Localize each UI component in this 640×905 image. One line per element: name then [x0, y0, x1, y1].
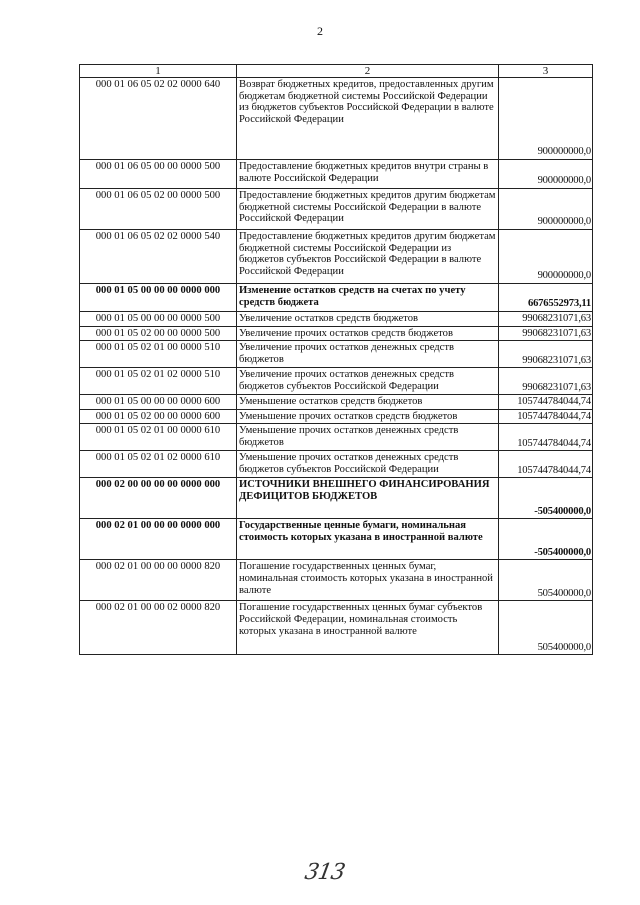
- row-name: Увеличение остатков средств бюджетов: [237, 312, 499, 327]
- row-value: 99068231071,63: [499, 341, 593, 368]
- table-row: [80, 368, 593, 395]
- row-code: 000 02 01 00 00 00 0000 820: [80, 560, 237, 601]
- row-code: 000 01 05 00 00 00 0000 500: [80, 312, 237, 327]
- page-number: 2: [317, 24, 323, 38]
- table-header-row: [80, 65, 593, 78]
- row-name: Увеличение прочих остатков денежных средств бюджетов субъектов Российской Федерации: [237, 368, 499, 395]
- row-name: Предоставление бюджетных кредитов внутри страны в валюте Российской Федерации: [237, 160, 499, 189]
- table-row: [80, 230, 593, 284]
- row-value: 900000000,0: [499, 160, 593, 189]
- row-name: Увеличение прочих остатков средств бюджетов: [237, 326, 499, 341]
- row-name: Уменьшение прочих остатков денежных средств бюджетов: [237, 424, 499, 451]
- row-value: 105744784044,74: [499, 395, 593, 410]
- row-name: Погашение государственных ценных бумаг, номинальная стоимость которых указана в иностранной валюте: [237, 560, 499, 601]
- row-value: 505400000,0: [499, 601, 593, 655]
- row-name: Изменение остатков средств на счетах по учету средств бюджета: [237, 284, 499, 312]
- row-value: 99068231071,63: [499, 368, 593, 395]
- table-row: [80, 341, 593, 368]
- row-value: -505400000,0: [499, 478, 593, 519]
- budget-sources-table: [79, 64, 593, 655]
- row-value: 105744784044,74: [499, 424, 593, 451]
- row-value: -505400000,0: [499, 519, 593, 560]
- row-code: 000 02 01 00 00 02 0000 820: [80, 601, 237, 655]
- column-header-code: 1: [80, 65, 237, 78]
- row-code: 000 01 05 02 01 02 0000 510: [80, 368, 237, 395]
- table-row: [80, 326, 593, 341]
- column-header-value: 3: [499, 65, 593, 78]
- row-code: 000 02 00 00 00 00 0000 000: [80, 478, 237, 519]
- row-name: Возврат бюджетных кредитов, предоставленных другим бюджетам бюджетной системы Российской Федерации из бюджетов субъектов Российской Федерации в валюте Российской Федерации: [237, 78, 499, 160]
- table-body: [80, 78, 593, 655]
- row-value: 99068231071,63: [499, 312, 593, 327]
- row-name: ИСТОЧНИКИ ВНЕШНЕГО ФИНАНСИРОВАНИЯ ДЕФИЦИТОВ БЮДЖЕТОВ: [237, 478, 499, 519]
- table-row: [80, 519, 593, 560]
- row-name: Предоставление бюджетных кредитов другим бюджетам бюджетной системы Российской Федерации из бюджетов субъектов Российской Федерации в валюте Российской Федерации: [237, 230, 499, 284]
- handwritten-page-mark: 313: [302, 860, 347, 885]
- row-value: 900000000,0: [499, 230, 593, 284]
- row-name: Предоставление бюджетных кредитов другим бюджетам бюджетной системы Российской Федерации в валюте Российской Федерации: [237, 189, 499, 230]
- row-code: 000 01 06 05 02 02 0000 540: [80, 230, 237, 284]
- row-value: 900000000,0: [499, 189, 593, 230]
- table-row: [80, 478, 593, 519]
- row-code: 000 01 05 02 00 00 0000 500: [80, 326, 237, 341]
- row-value: 6676552973,11: [499, 284, 593, 312]
- row-value: 505400000,0: [499, 560, 593, 601]
- row-code: 000 01 06 05 02 00 0000 500: [80, 189, 237, 230]
- row-name: Увеличение прочих остатков денежных средств бюджетов: [237, 341, 499, 368]
- row-name: Погашение государственных ценных бумаг субъектов Российской Федерации, номинальная стоимость которых указана в иностранной валюте: [237, 601, 499, 655]
- table-row: [80, 451, 593, 478]
- row-value: 105744784044,74: [499, 409, 593, 424]
- table-row: [80, 424, 593, 451]
- row-value: 105744784044,74: [499, 451, 593, 478]
- table-row: [80, 560, 593, 601]
- row-value: 900000000,0: [499, 78, 593, 160]
- row-code: 000 01 05 02 01 00 0000 510: [80, 341, 237, 368]
- row-code: 000 02 01 00 00 00 0000 000: [80, 519, 237, 560]
- row-code: 000 01 05 02 00 00 0000 600: [80, 409, 237, 424]
- row-value: 99068231071,63: [499, 326, 593, 341]
- row-name: Уменьшение прочих остатков средств бюджетов: [237, 409, 499, 424]
- row-code: 000 01 05 02 01 02 0000 610: [80, 451, 237, 478]
- table-row: [80, 78, 593, 160]
- table-row: [80, 189, 593, 230]
- row-name: Уменьшение прочих остатков денежных средств бюджетов субъектов Российской Федерации: [237, 451, 499, 478]
- row-code: 000 01 05 00 00 00 0000 000: [80, 284, 237, 312]
- row-name: Уменьшение остатков средств бюджетов: [237, 395, 499, 410]
- table-row: [80, 409, 593, 424]
- table-row: [80, 284, 593, 312]
- table-row: [80, 312, 593, 327]
- row-code: 000 01 06 05 00 00 0000 500: [80, 160, 237, 189]
- row-name: Государственные ценные бумаги, номинальная стоимость которых указана в иностранной валюте: [237, 519, 499, 560]
- table-row: [80, 395, 593, 410]
- column-header-name: 2: [237, 65, 499, 78]
- row-code: 000 01 06 05 02 02 0000 640: [80, 78, 237, 160]
- row-code: 000 01 05 02 01 00 0000 610: [80, 424, 237, 451]
- table-row: [80, 601, 593, 655]
- row-code: 000 01 05 00 00 00 0000 600: [80, 395, 237, 410]
- table-row: [80, 160, 593, 189]
